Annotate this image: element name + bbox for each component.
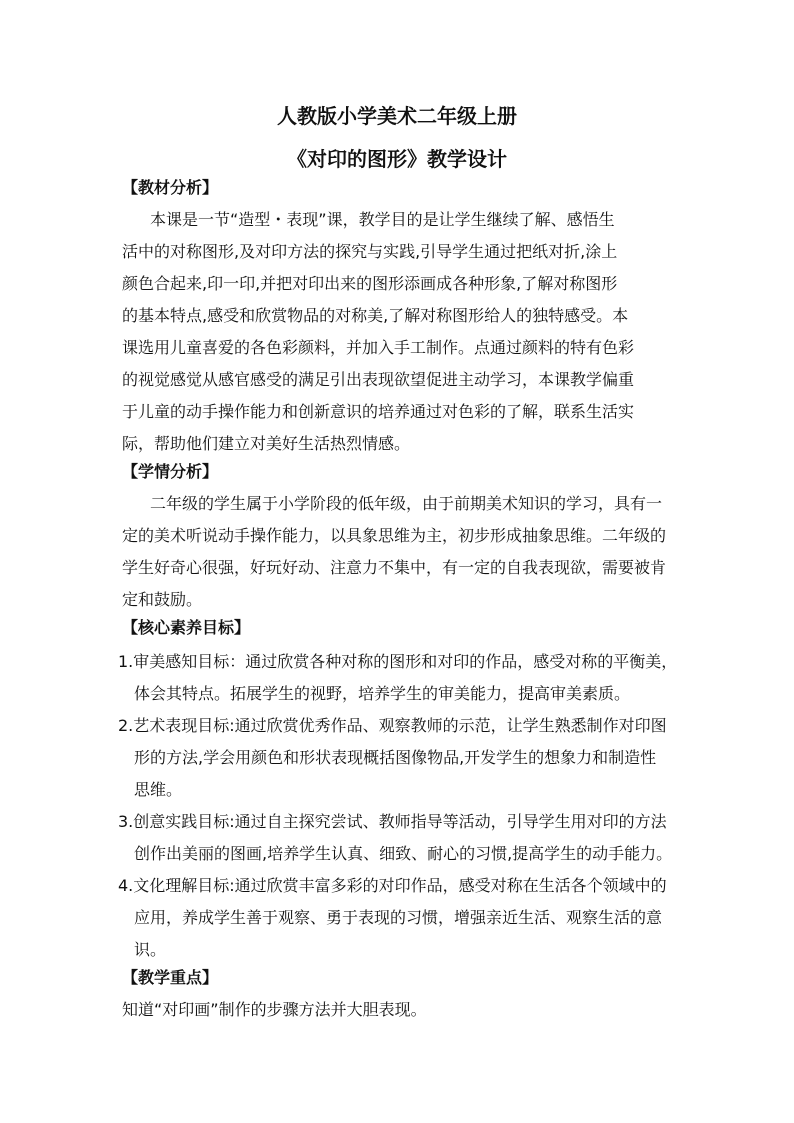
section-heading-materials: 【教材分析】 bbox=[122, 178, 219, 197]
materials-text-line: 活中的对称图形,及对印方法的探究与实践,引导学生通过把纸对折,涂上 bbox=[122, 242, 618, 261]
goal-item-2-line: 形的方法,学会用颜色和形状表现概括图像物品,开发学生的想象力和制造性 bbox=[134, 748, 657, 767]
goal-item-2-line: 思维。 bbox=[134, 780, 183, 799]
materials-text-line: 的基本特点,感受和欣赏物品的对称美,了解对称图形给人的独特感受。本 bbox=[122, 306, 629, 325]
goal-item-3-line: 创作出美丽的图画,培养学生认真、细致、耐心的习惯,提高学生的动手能力。 bbox=[134, 844, 673, 863]
materials-text-line: 颜色合起来,印一印,并把对印出来的图形添画成各种形象,了解对称图形 bbox=[122, 274, 618, 293]
students-text-line: 定的美术听说动手操作能力，以具象思维为主，初步形成抽象思维。二年级的 bbox=[122, 526, 667, 545]
materials-text-line: 课选用儿童喜爱的各色彩颜料，并加入手工制作。点通过颜料的特有色彩 bbox=[122, 338, 635, 357]
goal-item-1-line: 1.审美感知目标：通过欣赏各种对称的图形和对印的作品，感受对称的平衡美， bbox=[118, 652, 678, 671]
students-text-line: 学生好奇心很强，好玩好动、注意力不集中，有一定的自我表现欲，需要被肯 bbox=[122, 558, 667, 577]
materials-text-line: 本课是一节“造型・表现”课，教学目的是让学生继续了解、感悟生 bbox=[150, 210, 615, 229]
goal-item-2-line: 2.艺术表现目标:通过欣赏优秀作品、观察教师的示范，让学生熟悉制作对印图 bbox=[118, 716, 667, 735]
goal-item-4-line: 4.文化理解目标:通过欣赏丰富多彩的对印作品，感受对称在生活各个领域中的 bbox=[118, 876, 667, 895]
section-heading-goals: 【核心素养目标】 bbox=[122, 618, 251, 637]
goal-item-1-line: 体会其特点。拓展学生的视野，培养学生的审美能力，提高审美素质。 bbox=[134, 684, 631, 703]
goal-item-4-line: 识。 bbox=[134, 940, 167, 959]
focus-text-line: 知道“对印画”制作的步骤方法并大胆表现。 bbox=[122, 1000, 427, 1019]
goal-item-3-line: 3.创意实践目标:通过自主探究尝试、教师指导等活动，引导学生用对印的方法 bbox=[118, 812, 667, 831]
section-heading-students: 【学情分析】 bbox=[122, 462, 219, 481]
materials-text-line: 际，帮助他们建立对美好生活热烈情感。 bbox=[122, 434, 411, 453]
section-heading-focus: 【教学重点】 bbox=[122, 968, 219, 987]
document-title-line-2: 《对印的图形》教学设计 bbox=[287, 147, 507, 171]
students-text-line: 定和鼓励。 bbox=[122, 590, 203, 609]
materials-text-line: 的视觉感觉从感官感受的满足引出表现欲望促进主动学习，本课教学偏重 bbox=[122, 370, 635, 389]
document-title-line-1: 人教版小学美术二年级上册 bbox=[277, 104, 517, 128]
materials-text-line: 于儿童的动手操作能力和创新意识的培养通过对色彩的了解，联系生活实 bbox=[122, 402, 635, 421]
students-text-line: 二年级的学生属于小学阶段的低年级，由于前期美术知识的学习，具有一 bbox=[150, 494, 663, 513]
goal-item-4-line: 应用，养成学生善于观察、勇于表现的习惯，增强亲近生活、观察生活的意 bbox=[134, 908, 663, 927]
